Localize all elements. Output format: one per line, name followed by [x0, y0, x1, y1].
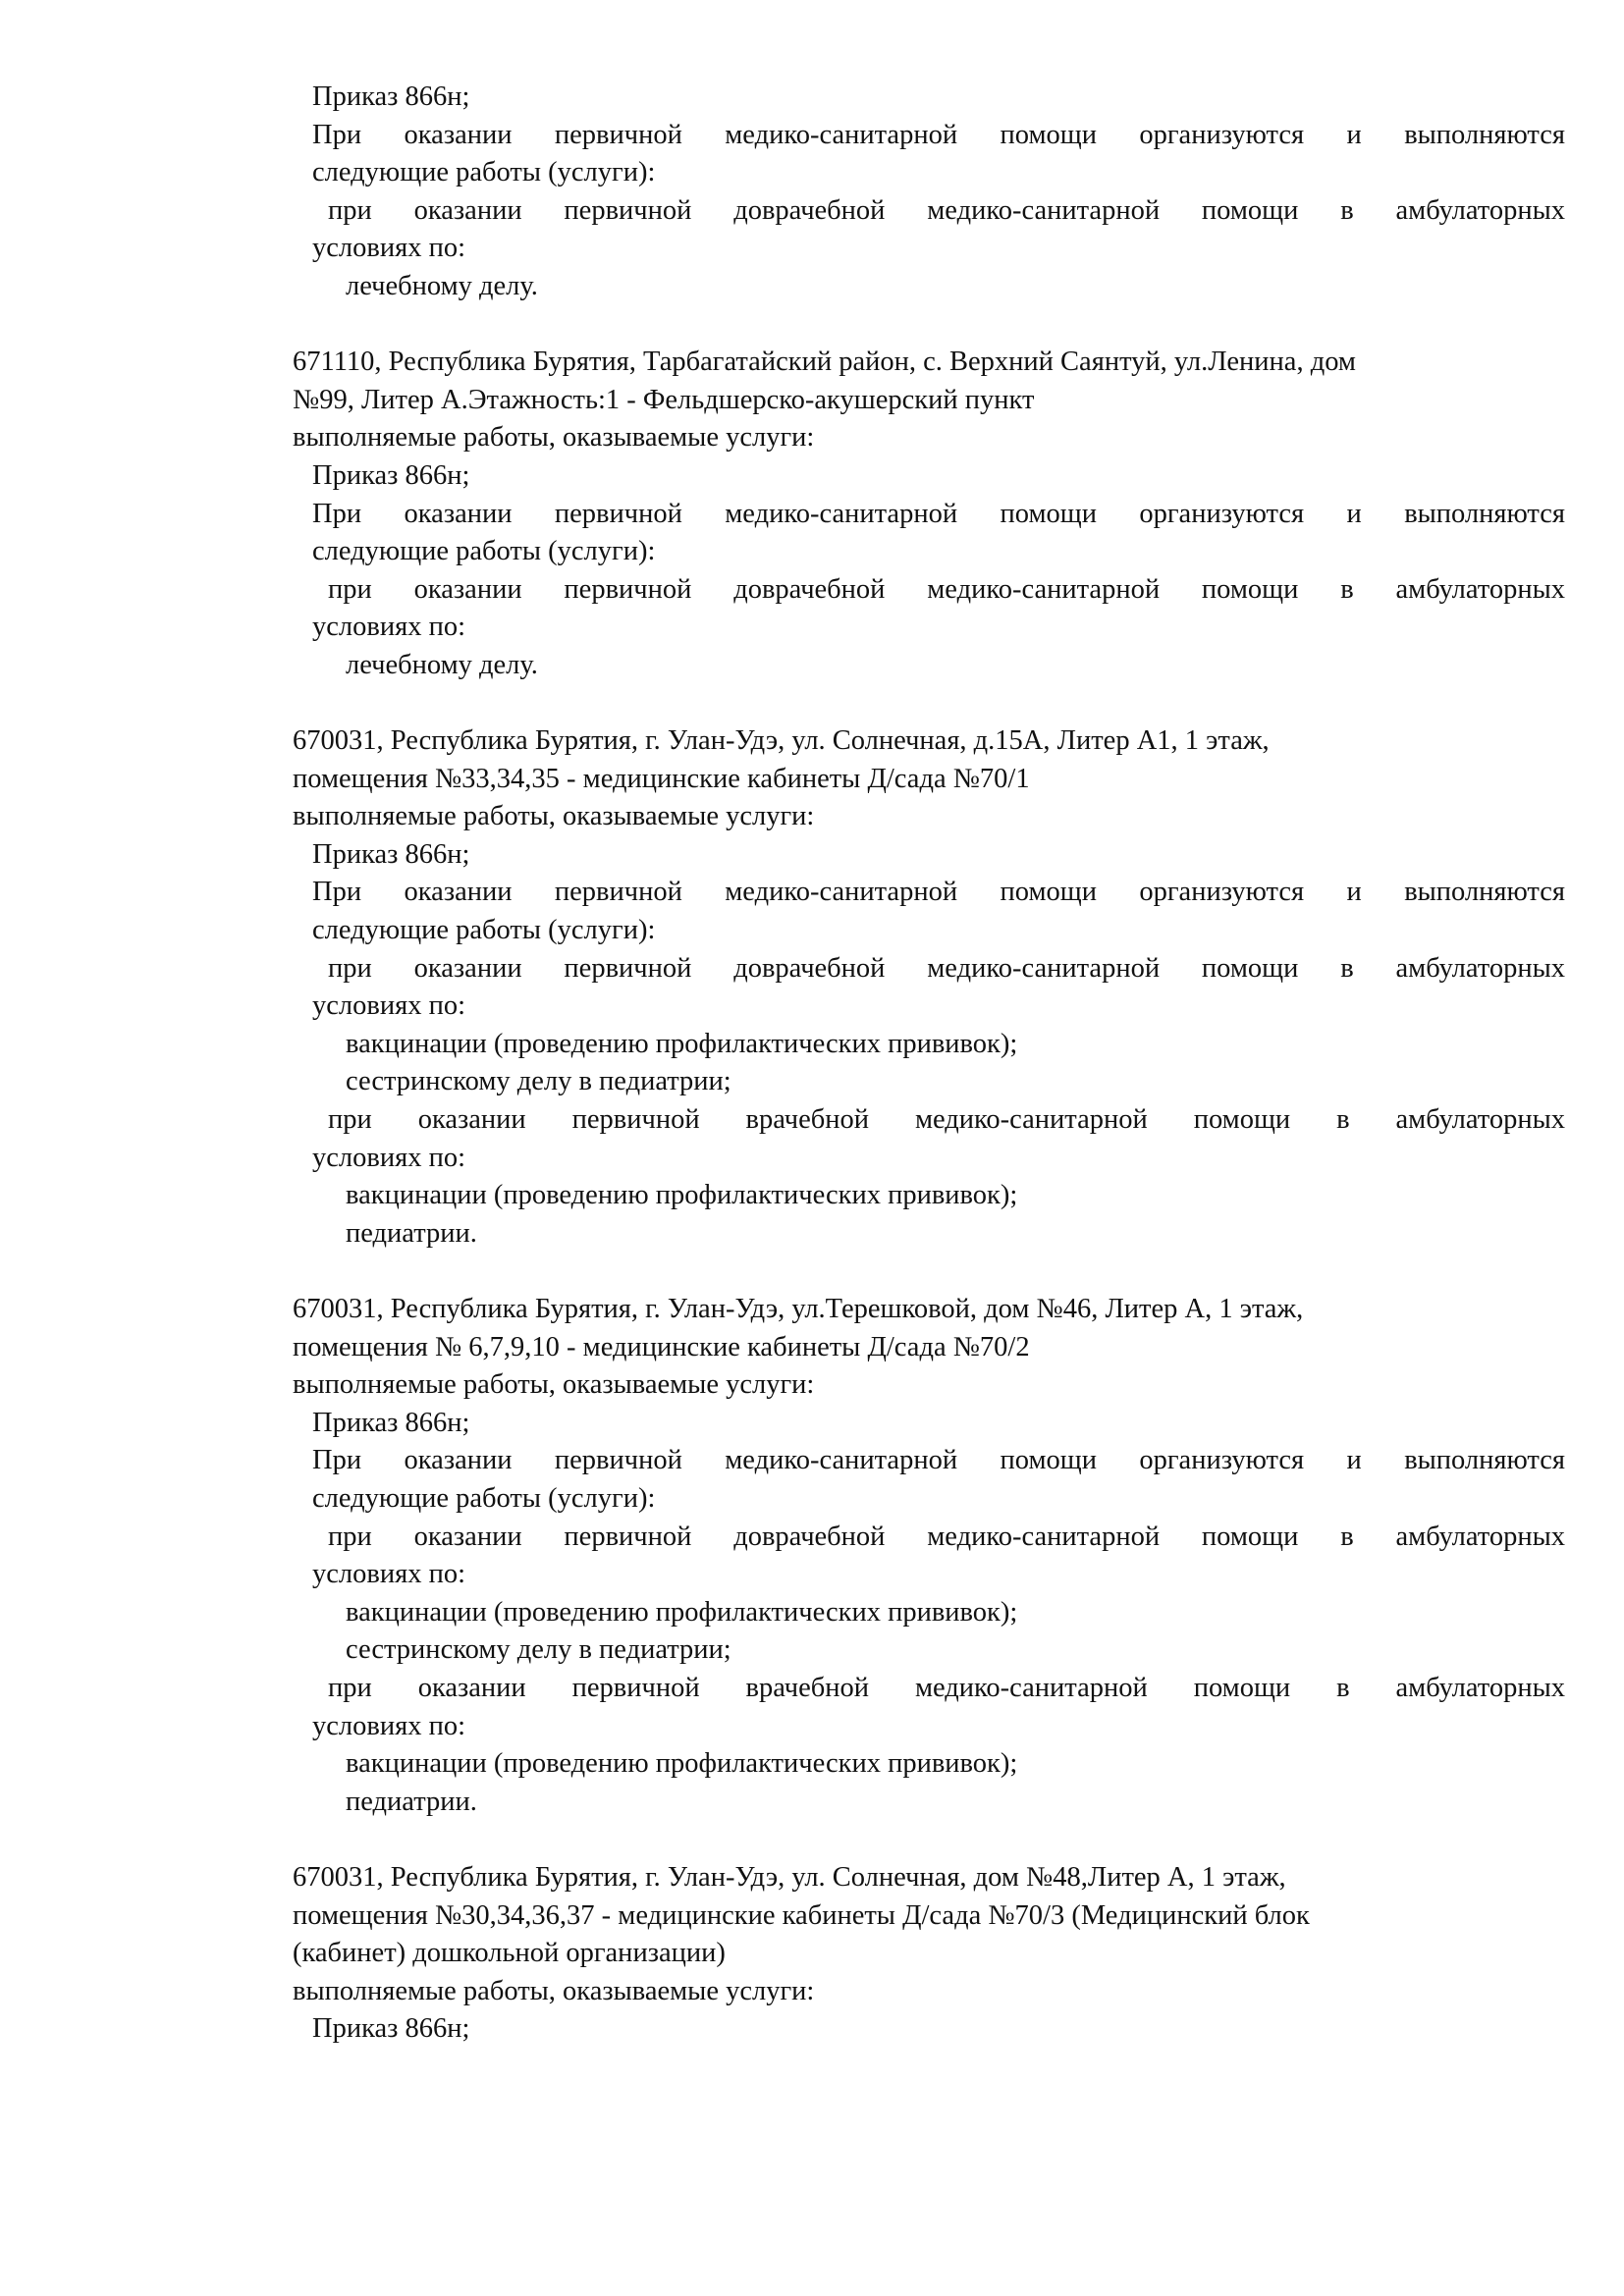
spacer [293, 1253, 1565, 1291]
works-heading: выполняемые работы, оказываемые услуги: [293, 422, 815, 454]
service-item: педиатрии. [346, 1786, 477, 1817]
services-intro-line: При оказании первичной медико-санитарной помощи организуются и выполняются [312, 498, 1565, 529]
care-type-line: при оказании первичной доврачебной медико-санитарной помощи в амбулаторных [328, 194, 1565, 226]
services-intro-line: следующие работы (услуги): [312, 915, 656, 946]
care-type-line: при оказании первичной доврачебной медико-санитарной помощи в амбулаторных [328, 952, 1565, 984]
address-line: помещения № 6,7,9,10 - медицинские кабинеты Д/сада №70/2 [293, 1331, 1030, 1362]
works-heading: выполняемые работы, оказываемые услуги: [293, 801, 815, 832]
service-item: лечебному делу. [346, 270, 538, 301]
care-type-line: условиях по: [312, 1559, 465, 1590]
care-type-line: условиях по: [312, 612, 465, 643]
order-line: Приказ 866н; [312, 81, 470, 112]
spacer [293, 1821, 1565, 1859]
address-line: (кабинет) дошкольной организации) [293, 1938, 726, 1969]
services-intro-line: следующие работы (услуги): [312, 1482, 656, 1514]
service-item: вакцинации (проведению профилактических прививок); [346, 1748, 1018, 1780]
care-type-line: при оказании первичной доврачебной медико-санитарной помощи в амбулаторных [328, 573, 1565, 605]
document-body [293, 79, 1565, 2049]
spacer [293, 685, 1565, 723]
service-item: вакцинации (проведению профилактических прививок); [346, 1596, 1018, 1628]
service-item: вакцинации (проведению профилактических прививок); [346, 1180, 1018, 1211]
address-line: помещения №33,34,35 - медицинские кабинеты Д/сада №70/1 [293, 763, 1030, 794]
address-line: 670031, Республика Бурятия, г. Улан-Удэ, ул. Солнечная, д.15А, Литер А1, 1 этаж, [293, 725, 1270, 757]
service-item: педиатрии. [346, 1217, 477, 1249]
care-type-line: условиях по: [312, 1142, 465, 1173]
care-type-line: условиях по: [312, 233, 465, 264]
services-intro-line: следующие работы (услуги): [312, 536, 656, 567]
address-line: 670031, Республика Бурятия, г. Улан-Удэ, ул.Терешковой, дом №46, Литер А, 1 этаж, [293, 1294, 1304, 1324]
care-type-line: условиях по: [312, 1710, 465, 1741]
services-intro-line: При оказании первичной медико-санитарной помощи организуются и выполняются [312, 1445, 1565, 1476]
service-item: вакцинации (проведению профилактических прививок); [346, 1028, 1018, 1059]
works-heading: выполняемые работы, оказываемые услуги: [293, 1369, 815, 1401]
address-line: помещения №30,34,36,37 - медицинские кабинеты Д/сада №70/3 (Медицинский блок [293, 1899, 1310, 1931]
service-item: лечебному делу. [346, 649, 538, 680]
order-line: Приказ 866н; [312, 1407, 470, 1438]
spacer [293, 306, 1565, 345]
service-item: сестринскому делу в педиатрии; [346, 1634, 731, 1666]
care-type-line: при оказании первичной врачебной медико-санитарной помощи в амбулаторных [328, 1104, 1565, 1136]
care-type-line: условиях по: [312, 990, 465, 1022]
address-line: 670031, Республика Бурятия, г. Улан-Удэ, ул. Солнечная, дом №48,Литер А, 1 этаж, [293, 1861, 1286, 1893]
care-type-line: при оказании первичной врачебной медико-санитарной помощи в амбулаторных [328, 1672, 1565, 1703]
address-line: 671110, Республика Бурятия, Тарбагатайский район, с. Верхний Саянтуй, ул.Ленина, дом [293, 347, 1356, 378]
services-intro-line: следующие работы (услуги): [312, 157, 656, 188]
order-line: Приказ 866н; [312, 459, 470, 491]
service-item: сестринскому делу в педиатрии; [346, 1066, 731, 1097]
works-heading: выполняемые работы, оказываемые услуги: [293, 1975, 815, 2006]
care-type-line: при оказании первичной доврачебной медико-санитарной помощи в амбулаторных [328, 1521, 1565, 1552]
address-line: №99, Литер А.Этажность:1 - Фельдшерско-акушерский пункт [293, 384, 1035, 415]
services-intro-line: При оказании первичной медико-санитарной помощи организуются и выполняются [312, 119, 1565, 150]
order-line: Приказ 866н; [312, 2013, 470, 2045]
services-intro-line: При оказании первичной медико-санитарной помощи организуются и выполняются [312, 877, 1565, 908]
order-line: Приказ 866н; [312, 838, 470, 870]
